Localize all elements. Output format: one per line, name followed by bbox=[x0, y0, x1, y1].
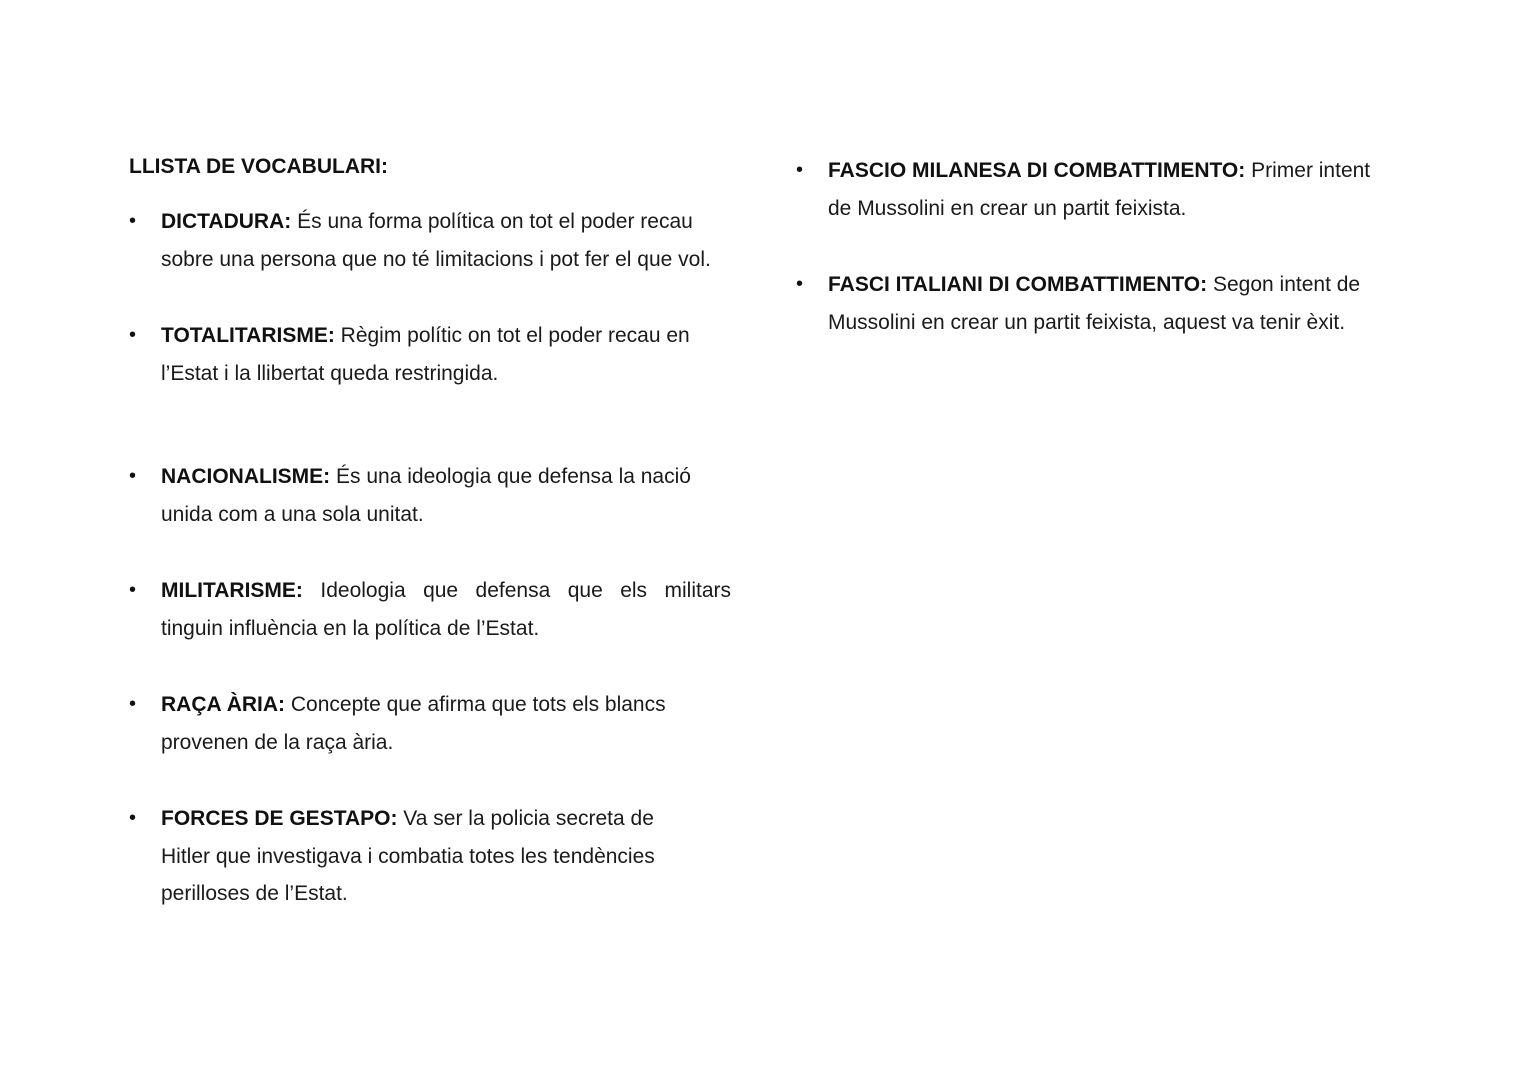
vocab-entry-raca-aria bbox=[129, 686, 763, 761]
vocab-entry-fasci-italiani bbox=[796, 266, 1438, 341]
bullet-icon: • bbox=[129, 324, 137, 346]
vocab-term: RAÇA ÀRIA: bbox=[161, 693, 286, 716]
vocab-entry-gestapo bbox=[129, 800, 763, 913]
vocab-definition: Primer intent bbox=[1245, 159, 1371, 182]
bullet-icon: • bbox=[796, 273, 804, 295]
vocab-definition: Va ser la policia secreta de bbox=[397, 807, 654, 830]
bullet-icon: • bbox=[129, 465, 137, 487]
entry-line: Mussolini en crear un partit feixista, aquest va tenir èxit. bbox=[828, 310, 1346, 334]
vocab-term: NACIONALISME: bbox=[161, 465, 331, 488]
left-column bbox=[129, 152, 731, 905]
vocab-term: MILITARISME: bbox=[161, 579, 303, 602]
entry-line bbox=[161, 203, 763, 241]
vocab-entry-dictadura bbox=[129, 203, 763, 278]
vocab-definition: És una forma política on tot el poder recau bbox=[291, 210, 693, 233]
vocab-definition: És una ideologia que defensa la nació bbox=[330, 465, 691, 488]
entry-line bbox=[161, 686, 763, 724]
vocab-term: TOTALITARISME: bbox=[161, 324, 335, 347]
vocabulary-heading: LLISTA DE VOCABULARI: bbox=[129, 155, 388, 178]
vocab-term: DICTADURA: bbox=[161, 210, 292, 233]
bullet-icon: • bbox=[129, 693, 137, 715]
entry-line bbox=[161, 572, 731, 610]
vocab-entry-nacionalisme bbox=[129, 458, 763, 533]
bullet-icon: • bbox=[129, 807, 137, 829]
vocab-definition: Concepte que afirma que tots els blancs bbox=[285, 693, 666, 716]
bullet-icon: • bbox=[129, 579, 137, 601]
bullet-icon: • bbox=[796, 159, 804, 181]
entry-line: unida com a una sola unitat. bbox=[161, 502, 424, 526]
vocab-term: FASCI ITALIANI DI COMBATTIMENTO: bbox=[828, 273, 1208, 296]
entry-line bbox=[828, 152, 1438, 190]
vocab-entry-fascio-milanesa bbox=[796, 152, 1438, 227]
vocab-definition: Ideologia que defensa que els militars bbox=[302, 579, 731, 602]
vocab-entry-militarisme bbox=[129, 572, 731, 647]
entry-line: l’Estat i la llibertat queda restringida. bbox=[161, 361, 499, 385]
bullet-icon: • bbox=[129, 210, 137, 232]
entry-line bbox=[161, 800, 763, 838]
vocab-term: FASCIO MILANESA DI COMBATTIMENTO: bbox=[828, 159, 1246, 182]
entry-line bbox=[161, 317, 763, 355]
entry-line: de Mussolini en crear un partit feixista. bbox=[828, 196, 1187, 220]
vocab-definition: Règim polític on tot el poder recau en bbox=[334, 324, 690, 347]
entry-line bbox=[161, 458, 763, 496]
entry-line: perilloses de l’Estat. bbox=[161, 882, 348, 905]
entry-line bbox=[828, 266, 1438, 304]
entry-line: Hitler que investigava i combatia totes les tendències bbox=[161, 844, 655, 868]
vocab-definition: Segon intent de bbox=[1207, 273, 1361, 296]
vocab-term: FORCES DE GESTAPO: bbox=[161, 807, 398, 830]
entry-line: provenen de la raça ària. bbox=[161, 730, 394, 754]
entry-line: tinguin influència en la política de l’Estat. bbox=[161, 616, 540, 640]
vocab-entry-totalitarisme bbox=[129, 317, 763, 392]
entry-line: sobre una persona que no té limitacions i pot fer el que vol. bbox=[161, 247, 711, 271]
